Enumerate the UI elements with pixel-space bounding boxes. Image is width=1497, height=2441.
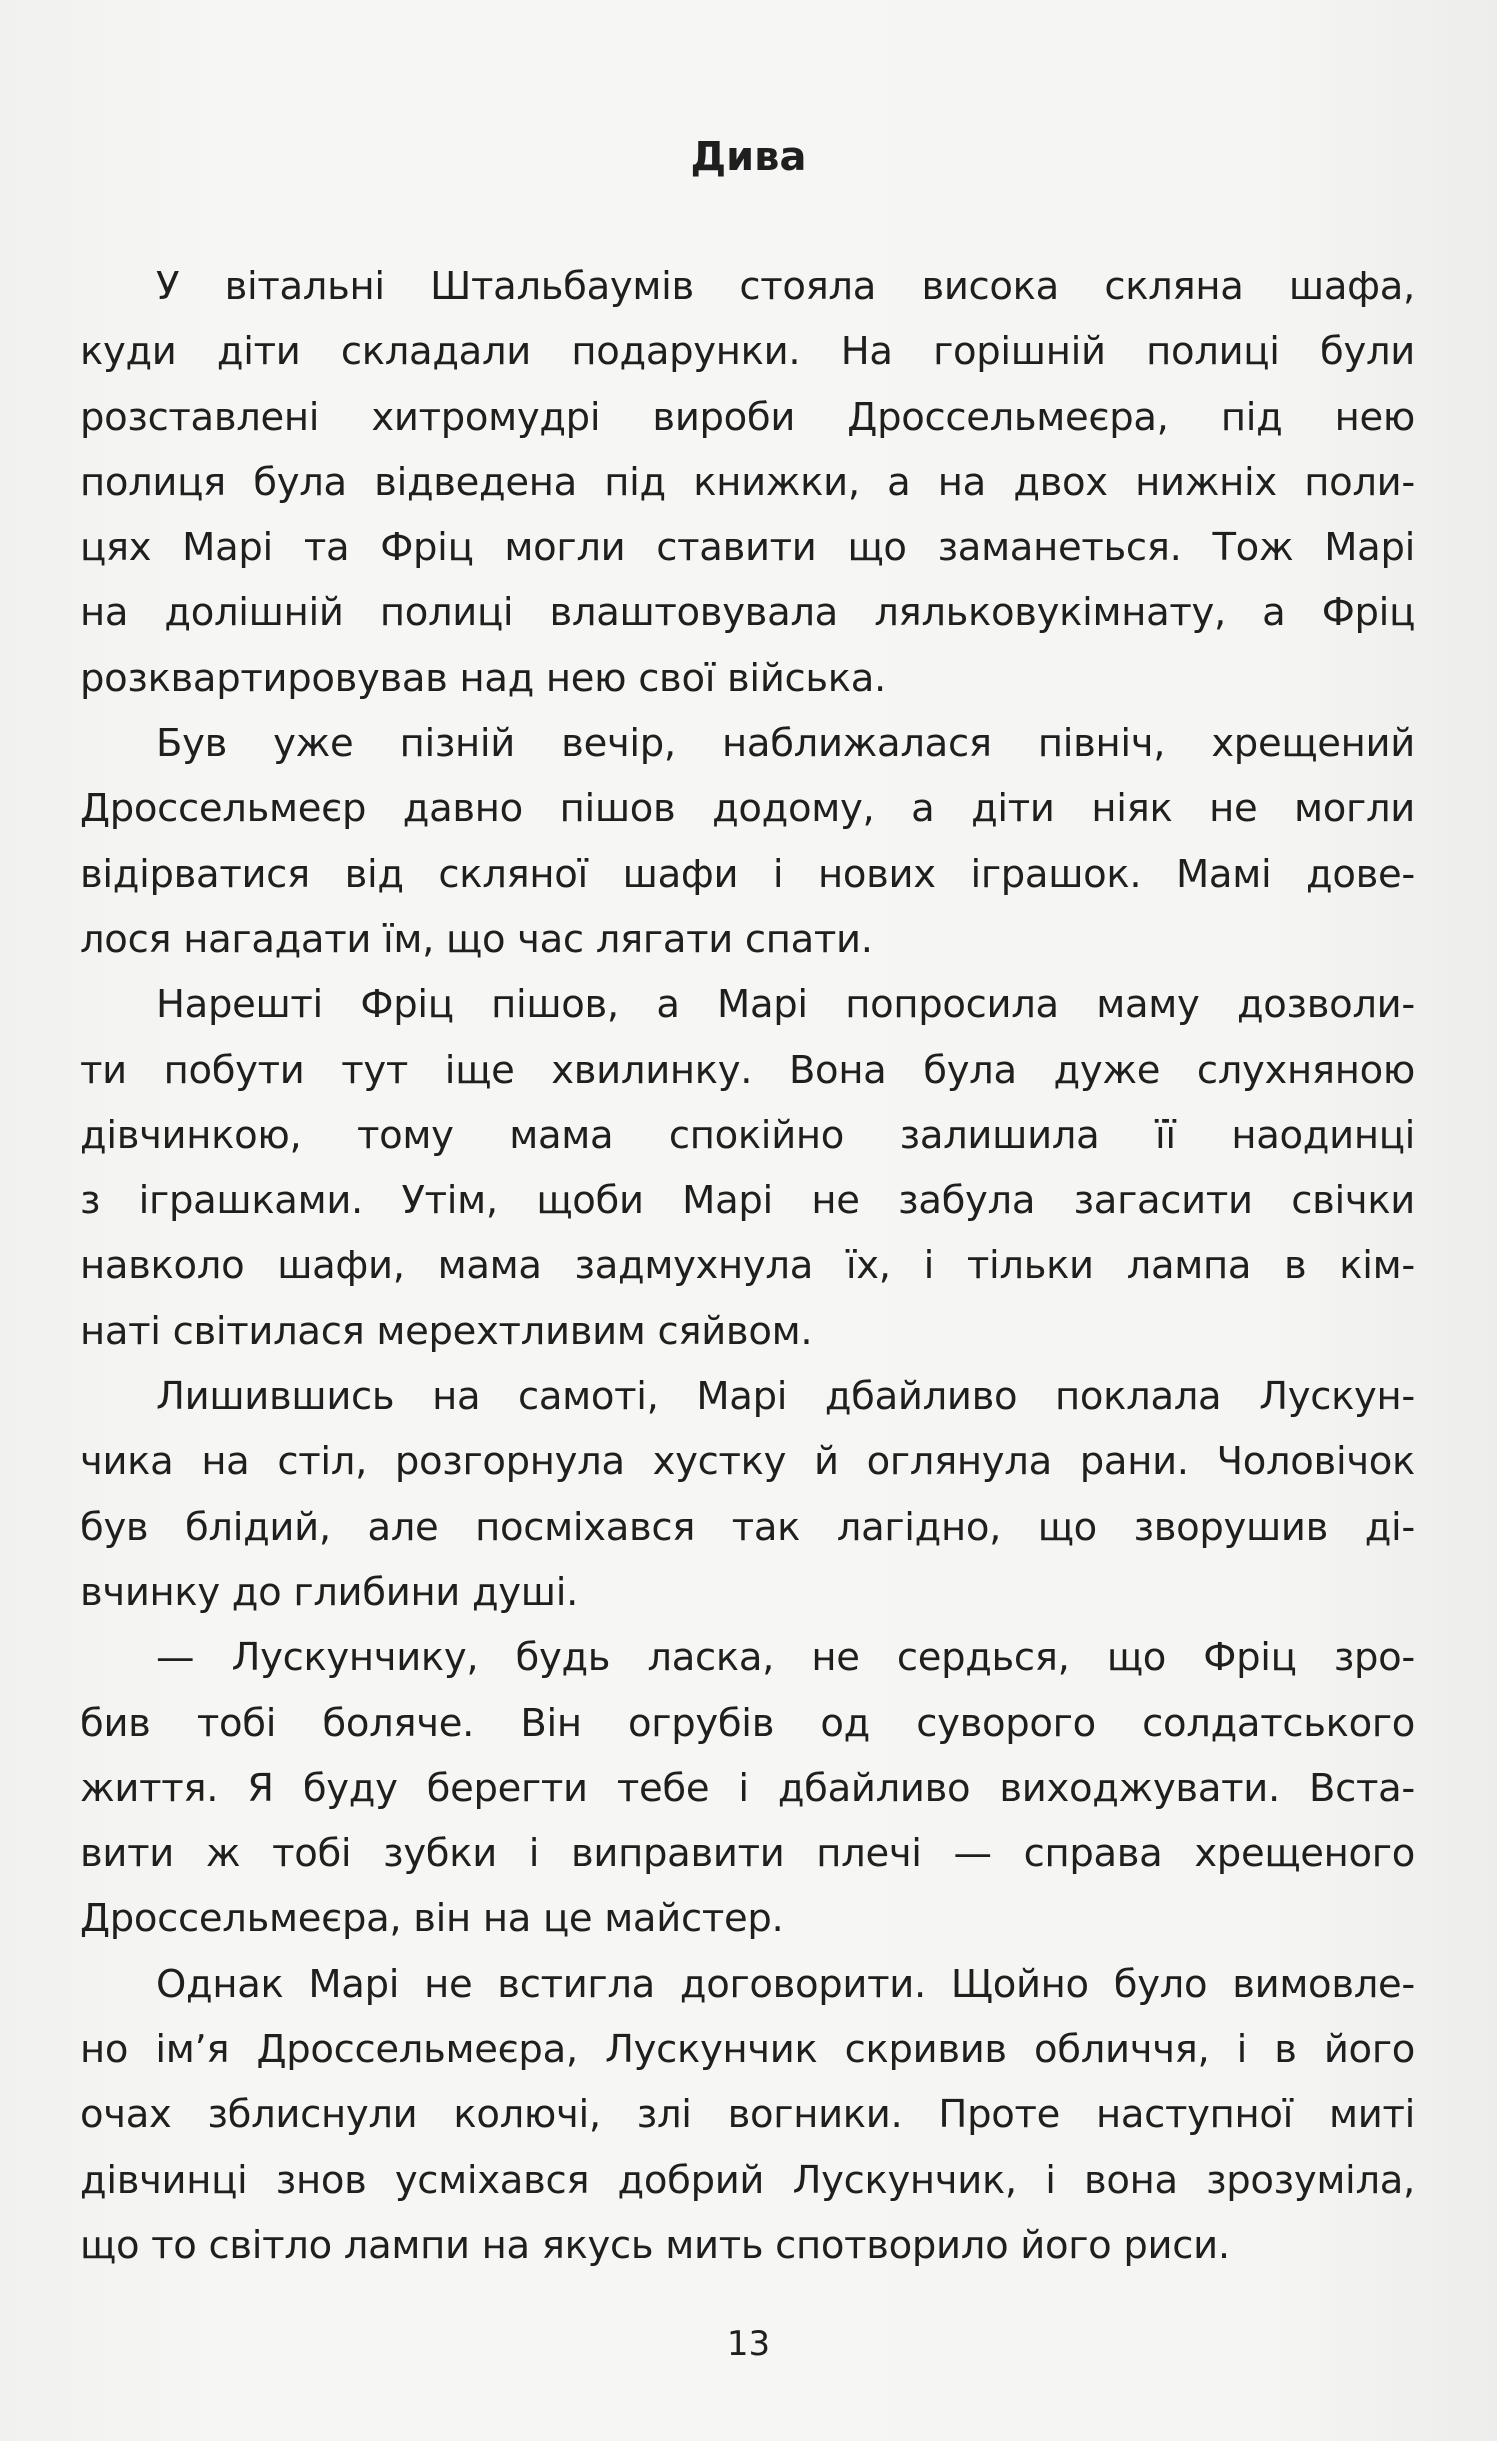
text-line: чика на стіл, розгорнула хустку й оглянула рани. Чоловічок <box>80 1439 1415 1485</box>
text-line: Однак Марі не встигла договорити. Щойно було вимовле- <box>156 1961 1415 2007</box>
text-line: лося нагадати їм, що час лягати спати. <box>80 916 873 962</box>
text-line: дівчинці знов усміхався добрий Лускунчик, і вона зрозуміла, <box>80 2157 1415 2203</box>
text-line: життя. Я буду берегти тебе і дбайливо виходжувати. Вста- <box>80 1765 1415 1811</box>
text-line: вити ж тобі зубки і виправити плечі — справа хрещеного <box>80 1831 1415 1877</box>
text-line: навколо шафи, мама задмухнула їх, і тільки лампа в кім- <box>80 1243 1415 1289</box>
text-line: ти побути тут іще хвилинку. Вона була дуже слухняною <box>80 1047 1415 1093</box>
text-line: дівчинкою, тому мама спокійно залишила її наодинці <box>80 1112 1415 1158</box>
text-line: відірватися від скляної шафи і нових іграшок. Мамі дове- <box>80 851 1415 897</box>
text-line: очах зблиснули колючі, злі вогники. Проте наступної миті <box>80 2092 1415 2138</box>
paragraph <box>80 711 1415 972</box>
paragraph <box>80 254 1415 711</box>
text-line: з іграшками. Утім, щоби Марі не забула загасити свічки <box>80 1178 1415 1224</box>
text-line: полиця була відведена під книжки, а на двох нижніх поли- <box>80 459 1415 505</box>
text-line: вчинку до глибини душі. <box>80 1569 579 1615</box>
text-line: був блідий, але посміхався так лагідно, що зворушив ді- <box>80 1504 1415 1550</box>
text-line: но ім’я Дроссельмеєра, Лускунчик скривив обличчя, і в його <box>80 2027 1415 2073</box>
text-line: Дроссельмеєр давно пішов додому, а діти ніяк не могли <box>80 786 1415 832</box>
paragraph <box>80 1364 1415 1625</box>
text-line: Нарешті Фріц пішов, а Марі попросила маму дозволи- <box>156 982 1415 1028</box>
paragraph <box>80 1952 1415 2278</box>
text-line: Був уже пізній вечір, наближалася північ, хрещений <box>156 721 1415 767</box>
text-line: бив тобі боляче. Він огрубів од суворого солдатського <box>80 1700 1415 1746</box>
text-line: розквартировував над нею свої війська. <box>80 655 886 701</box>
body-text <box>80 254 1415 2278</box>
text-line: — Лускунчику, будь ласка, не сердься, що Фріц зро- <box>156 1635 1415 1681</box>
text-line: цях Марі та Фріц могли ставити що заманеться. Тож Марі <box>80 525 1415 571</box>
text-line: Лишившись на самоті, Марі дбайливо поклала Лускун- <box>156 1374 1415 1420</box>
text-line: розставлені хитромудрі вироби Дроссельмеєра, під нею <box>80 394 1415 440</box>
text-line: У вітальні Штальбаумів стояла висока скляна шафа, <box>156 264 1415 309</box>
text-line: що то світло лампи на якусь мить спотворило його риси. <box>80 2222 1230 2268</box>
text-line: наті світилася мерехтливим сяйвом. <box>80 1308 813 1354</box>
paragraph <box>80 972 1415 1364</box>
text-line: куди діти складали подарунки. На горішній полиці були <box>80 329 1415 375</box>
paragraph <box>80 1625 1415 1951</box>
page-number: 13 <box>726 2324 771 2364</box>
text-line: на долішній полиці влаштовувала ляльковукімнату, а Фріц <box>80 590 1415 636</box>
chapter-title: Дива <box>690 134 807 180</box>
text-line: Дроссельмеєра, він на це майстер. <box>80 1896 784 1942</box>
